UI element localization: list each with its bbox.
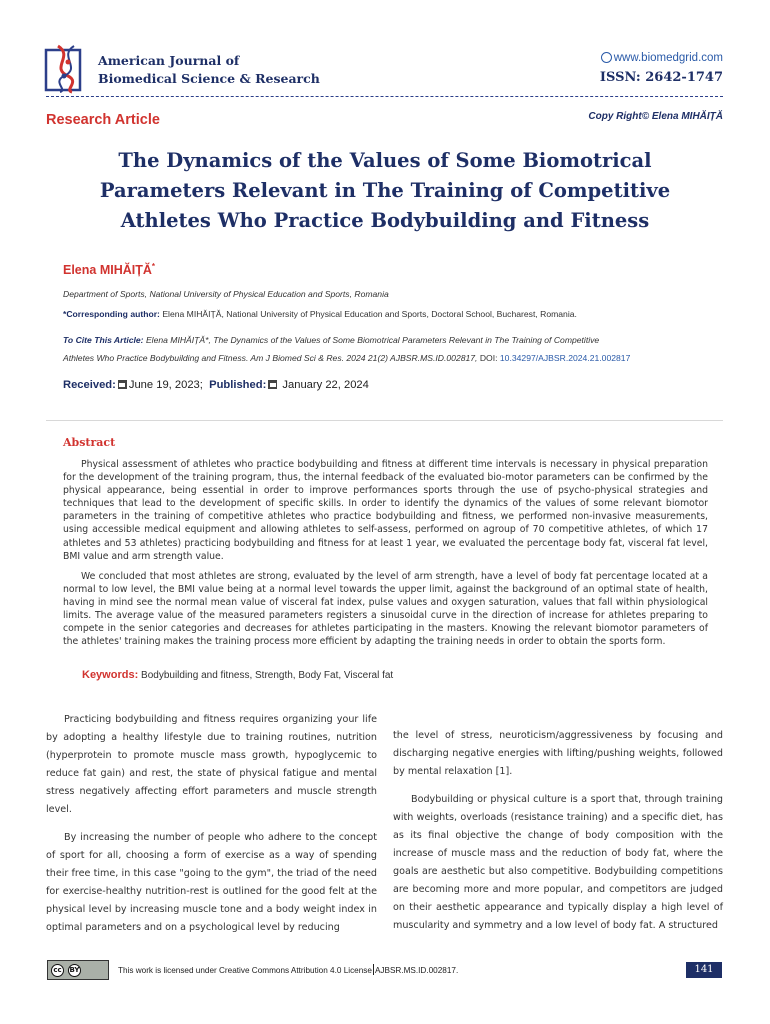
issn: ISSN: 2642-1747 bbox=[599, 70, 723, 85]
corresponding-author bbox=[63, 309, 577, 319]
journal-name-line2: Biomedical Science & Research bbox=[98, 71, 320, 86]
published-label: Published: bbox=[209, 379, 267, 391]
article-type: Research Article bbox=[46, 112, 160, 128]
author-marker: * bbox=[151, 262, 156, 271]
received-date: June 19, 2023; bbox=[128, 379, 203, 391]
website-text: www.biomedgrid.com bbox=[613, 52, 723, 64]
citation-text2: Athletes Who Practice Bodybuilding and Fitness. Am J Biomed Sci & Res. 2024 21(2) AJBSR.MS.ID.002817, bbox=[63, 353, 478, 363]
body-column-left bbox=[46, 711, 377, 947]
article-id: AJBSR.MS.ID.002817. bbox=[374, 966, 459, 975]
body-paragraph: Practicing bodybuilding and fitness requires organizing your life by adopting a healthy lifestyle due to training routines, nutrition (hyperprotein to promote muscle mass growth, hypoglycemic to reduce fat gain) and rest, the state of physical fatigue and mental stress negatively affecting effort parameters and muscle strength level. bbox=[46, 714, 377, 815]
website-link[interactable] bbox=[601, 52, 723, 64]
published-date: January 22, 2024 bbox=[282, 379, 369, 391]
body-paragraph: By increasing the number of people who adhere to the concept of sport for all, choosing a form of exercise as a way of spending their free time, in this case "going to the gym", the triad of the need for exercise-healthy nutrition-rest is outlined for the good felt at the physical level by increasing muscle tone and a body weight index in optimal parameters and on a psychological level by reducing bbox=[46, 832, 377, 933]
calendar-icon bbox=[118, 380, 127, 389]
corresponding-label: *Corresponding author: bbox=[63, 309, 160, 319]
body-paragraph: the level of stress, neuroticism/aggressiveness by focusing and discharging negative energies with lifting/pushing weights, followed by mental relaxation [1]. bbox=[393, 730, 723, 777]
article-title: The Dynamics of the Values of Some Biomotrical Parameters Relevant in The Training of Competitive Athletes Who Practice Bodybuilding and Fitness bbox=[99, 149, 671, 232]
abstract-paragraph-2: We concluded that most athletes are strong, evaluated by the level of arm strength, have a level of body fat percentage located at a normal to low level, the BMI value being at a normal level towards the upper limit, against the background of an optimal state of health, having in mind see the normal mean value of visceral fat index, pulse values and oxygen saturation, values that fall within physiological limits. The average value of the measured parameters registers a sinusoidal curve in the direction of increase for athletes preparing to compete in the senior categories and decreases for athletes participating in the masters. Knowing the relevant biomotor parameters of the athletes' training makes the training process more efficient by adapting the training needs in order to obtain the sports form. bbox=[63, 571, 708, 648]
doi-label: DOI: bbox=[479, 353, 498, 363]
keywords-text: Bodybuilding and fitness, Strength, Body Fat, Visceral fat bbox=[141, 670, 394, 681]
by-icon: BY bbox=[68, 964, 81, 977]
doi-link[interactable]: 10.34297/AJBSR.2024.21.002817 bbox=[499, 353, 631, 363]
cc-icon: cc bbox=[51, 964, 64, 977]
citation-label: To Cite This Article: bbox=[63, 335, 144, 345]
abstract-heading: Abstract bbox=[63, 436, 116, 449]
author-department: Department of Sports, National University of Physical Education and Sports, Romania bbox=[63, 289, 389, 299]
header-divider bbox=[46, 96, 723, 97]
globe-icon bbox=[601, 52, 612, 63]
journal-name-line1: American Journal of bbox=[98, 53, 240, 68]
page-number: 141 bbox=[686, 962, 722, 978]
citation-line1 bbox=[63, 335, 599, 345]
journal-logo bbox=[44, 42, 92, 94]
citation-text1: Elena MIHĂIȚĂ*, The Dynamics of the Values of Some Biomotrical Parameters Relevant in The Training of Competitive bbox=[145, 335, 600, 345]
license-text bbox=[118, 964, 458, 975]
calendar-icon bbox=[268, 380, 277, 389]
creative-commons-badge[interactable] bbox=[47, 960, 109, 980]
received-label: Received: bbox=[63, 379, 116, 391]
copyright: Copy Right© Elena MIHĂIȚĂ bbox=[588, 111, 723, 122]
citation-line2 bbox=[63, 353, 630, 363]
abstract-paragraph-1: Physical assessment of athletes who practice bodybuilding and fitness at different time intervals is necessary in physical preparation for the development of the training program, thus, the internal feedback of the evaluated bio-motor parameters can be confirmed by the physical appearance, being essential in order to improve performances sports through the use of psycho-physical strategies and techniques that lead to the development of specific skills. In order to identify the dynamics of the values of some relevant biomotor parameters in the training of competitive athletes who practice bodybuilding and fitness, we performed non-invasive measurements, using accessible medical equipment and allowing athletes to self-assess, performed on agroup of 70 competitive athletes, of which 17 athletes and 53 athletes) practicing bodybuilding and fitness for at least 1 year, we evaluated the percentage body fat, visceral fat level, BMI value and arm strength value. bbox=[63, 459, 708, 562]
keywords bbox=[82, 669, 393, 681]
footer-separator bbox=[373, 964, 374, 975]
author-name-text: Elena MIHĂIȚĂ bbox=[63, 263, 152, 278]
dates bbox=[63, 379, 369, 391]
license-statement: This work is licensed under Creative Commons Attribution 4.0 License bbox=[118, 966, 372, 975]
body-paragraph: Bodybuilding or physical culture is a sport that, through training with weights, overloads (resistance training) and a specific diet, has as its final objective the change of body composition with the increase of muscle mass and the reduction of body fat, where the goals are aesthetic but also competitive. Bodybuilding competitions are becoming more and more popular, and competitors are judged on their aesthetic appearance and typically display a high level of muscularity and symmetry and a low level of body fat. A structured bbox=[393, 794, 723, 931]
keywords-label: Keywords: bbox=[82, 669, 139, 681]
corresponding-text: Elena MIHĂIȚĂ, National University of Physical Education and Sports, Doctoral School, Bucharest, Romania. bbox=[162, 309, 577, 319]
journal-name bbox=[98, 52, 320, 88]
section-divider bbox=[46, 420, 723, 421]
body-column-right bbox=[393, 727, 723, 945]
author-name[interactable] bbox=[63, 262, 155, 277]
